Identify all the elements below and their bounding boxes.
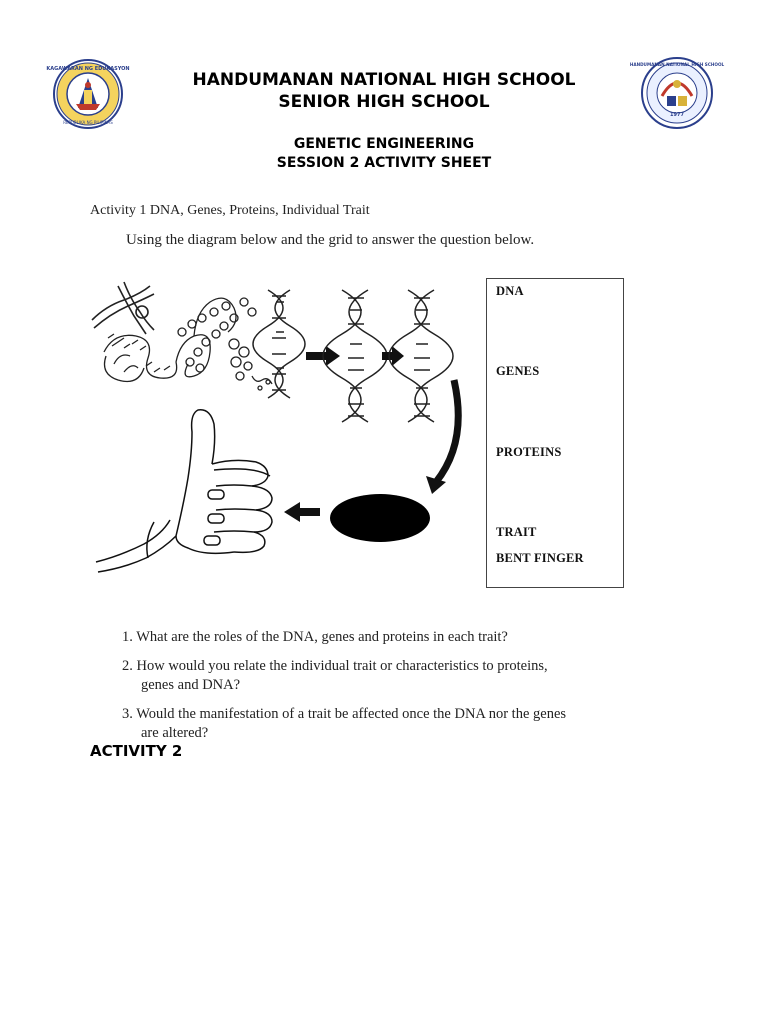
- question-number: 2.: [122, 658, 133, 674]
- grid-label-proteins: PROTEINS: [496, 445, 562, 459]
- question-2: [122, 657, 662, 695]
- question-text: What are the roles of the DNA, genes and proteins in each trait?: [136, 629, 508, 645]
- protein-blob-icon: [330, 494, 430, 542]
- dna-helix-icon: [253, 290, 305, 398]
- sheet-title: SESSION 2 ACTIVITY SHEET: [276, 155, 492, 171]
- grid-label-trait-example: BENT FINGER: [496, 551, 584, 565]
- question-text: Would the manifestation of a trait be affected once the DNA nor the genes: [136, 706, 567, 722]
- grid-label-trait: TRAIT: [496, 525, 537, 539]
- question-number: 3.: [122, 706, 133, 722]
- question-1: [122, 628, 662, 647]
- grid-label-dna: DNA: [496, 284, 524, 298]
- svg-text:HANDUMANAN NATIONAL HIGH SCHOO: HANDUMANAN NATIONAL HIGH SCHOOL: [629, 62, 725, 67]
- answer-grid: [486, 278, 624, 588]
- question-text-continued: genes and DNA?: [141, 677, 241, 693]
- chromatin-coil: [104, 298, 272, 390]
- arrow-left-icon: [284, 502, 320, 522]
- school-name: HANDUMANAN NATIONAL HIGH SCHOOL: [192, 70, 576, 90]
- question-number: 1.: [122, 629, 133, 645]
- activity2-heading: ACTIVITY 2: [90, 742, 183, 760]
- bent-finger-hand-icon: [96, 410, 272, 572]
- curved-arrow-icon: [426, 380, 458, 494]
- question-3: [122, 705, 662, 743]
- svg-text:REPUBLIKA NG PILIPINAS: REPUBLIKA NG PILIPINAS: [63, 120, 113, 125]
- chromosome-icon: [92, 282, 154, 334]
- activity1-label: Activity 1 DNA, Genes, Proteins, Individual Trait: [90, 203, 370, 218]
- question-text: How would you relate the individual trait or characteristics to proteins,: [136, 658, 548, 674]
- question-text-continued: are altered?: [141, 725, 209, 741]
- activity1-instruction: Using the diagram below and the grid to answer the question below.: [126, 232, 535, 248]
- subject-title: GENETIC ENGINEERING: [293, 136, 475, 152]
- svg-text:KAGAWARAN NG EDUKASYON: KAGAWARAN NG EDUKASYON: [46, 66, 130, 72]
- svg-text:1977: 1977: [670, 112, 684, 118]
- grid-label-genes: GENES: [496, 364, 540, 378]
- dna-diagram: [84, 272, 484, 592]
- school-level: SENIOR HIGH SCHOOL: [278, 92, 490, 112]
